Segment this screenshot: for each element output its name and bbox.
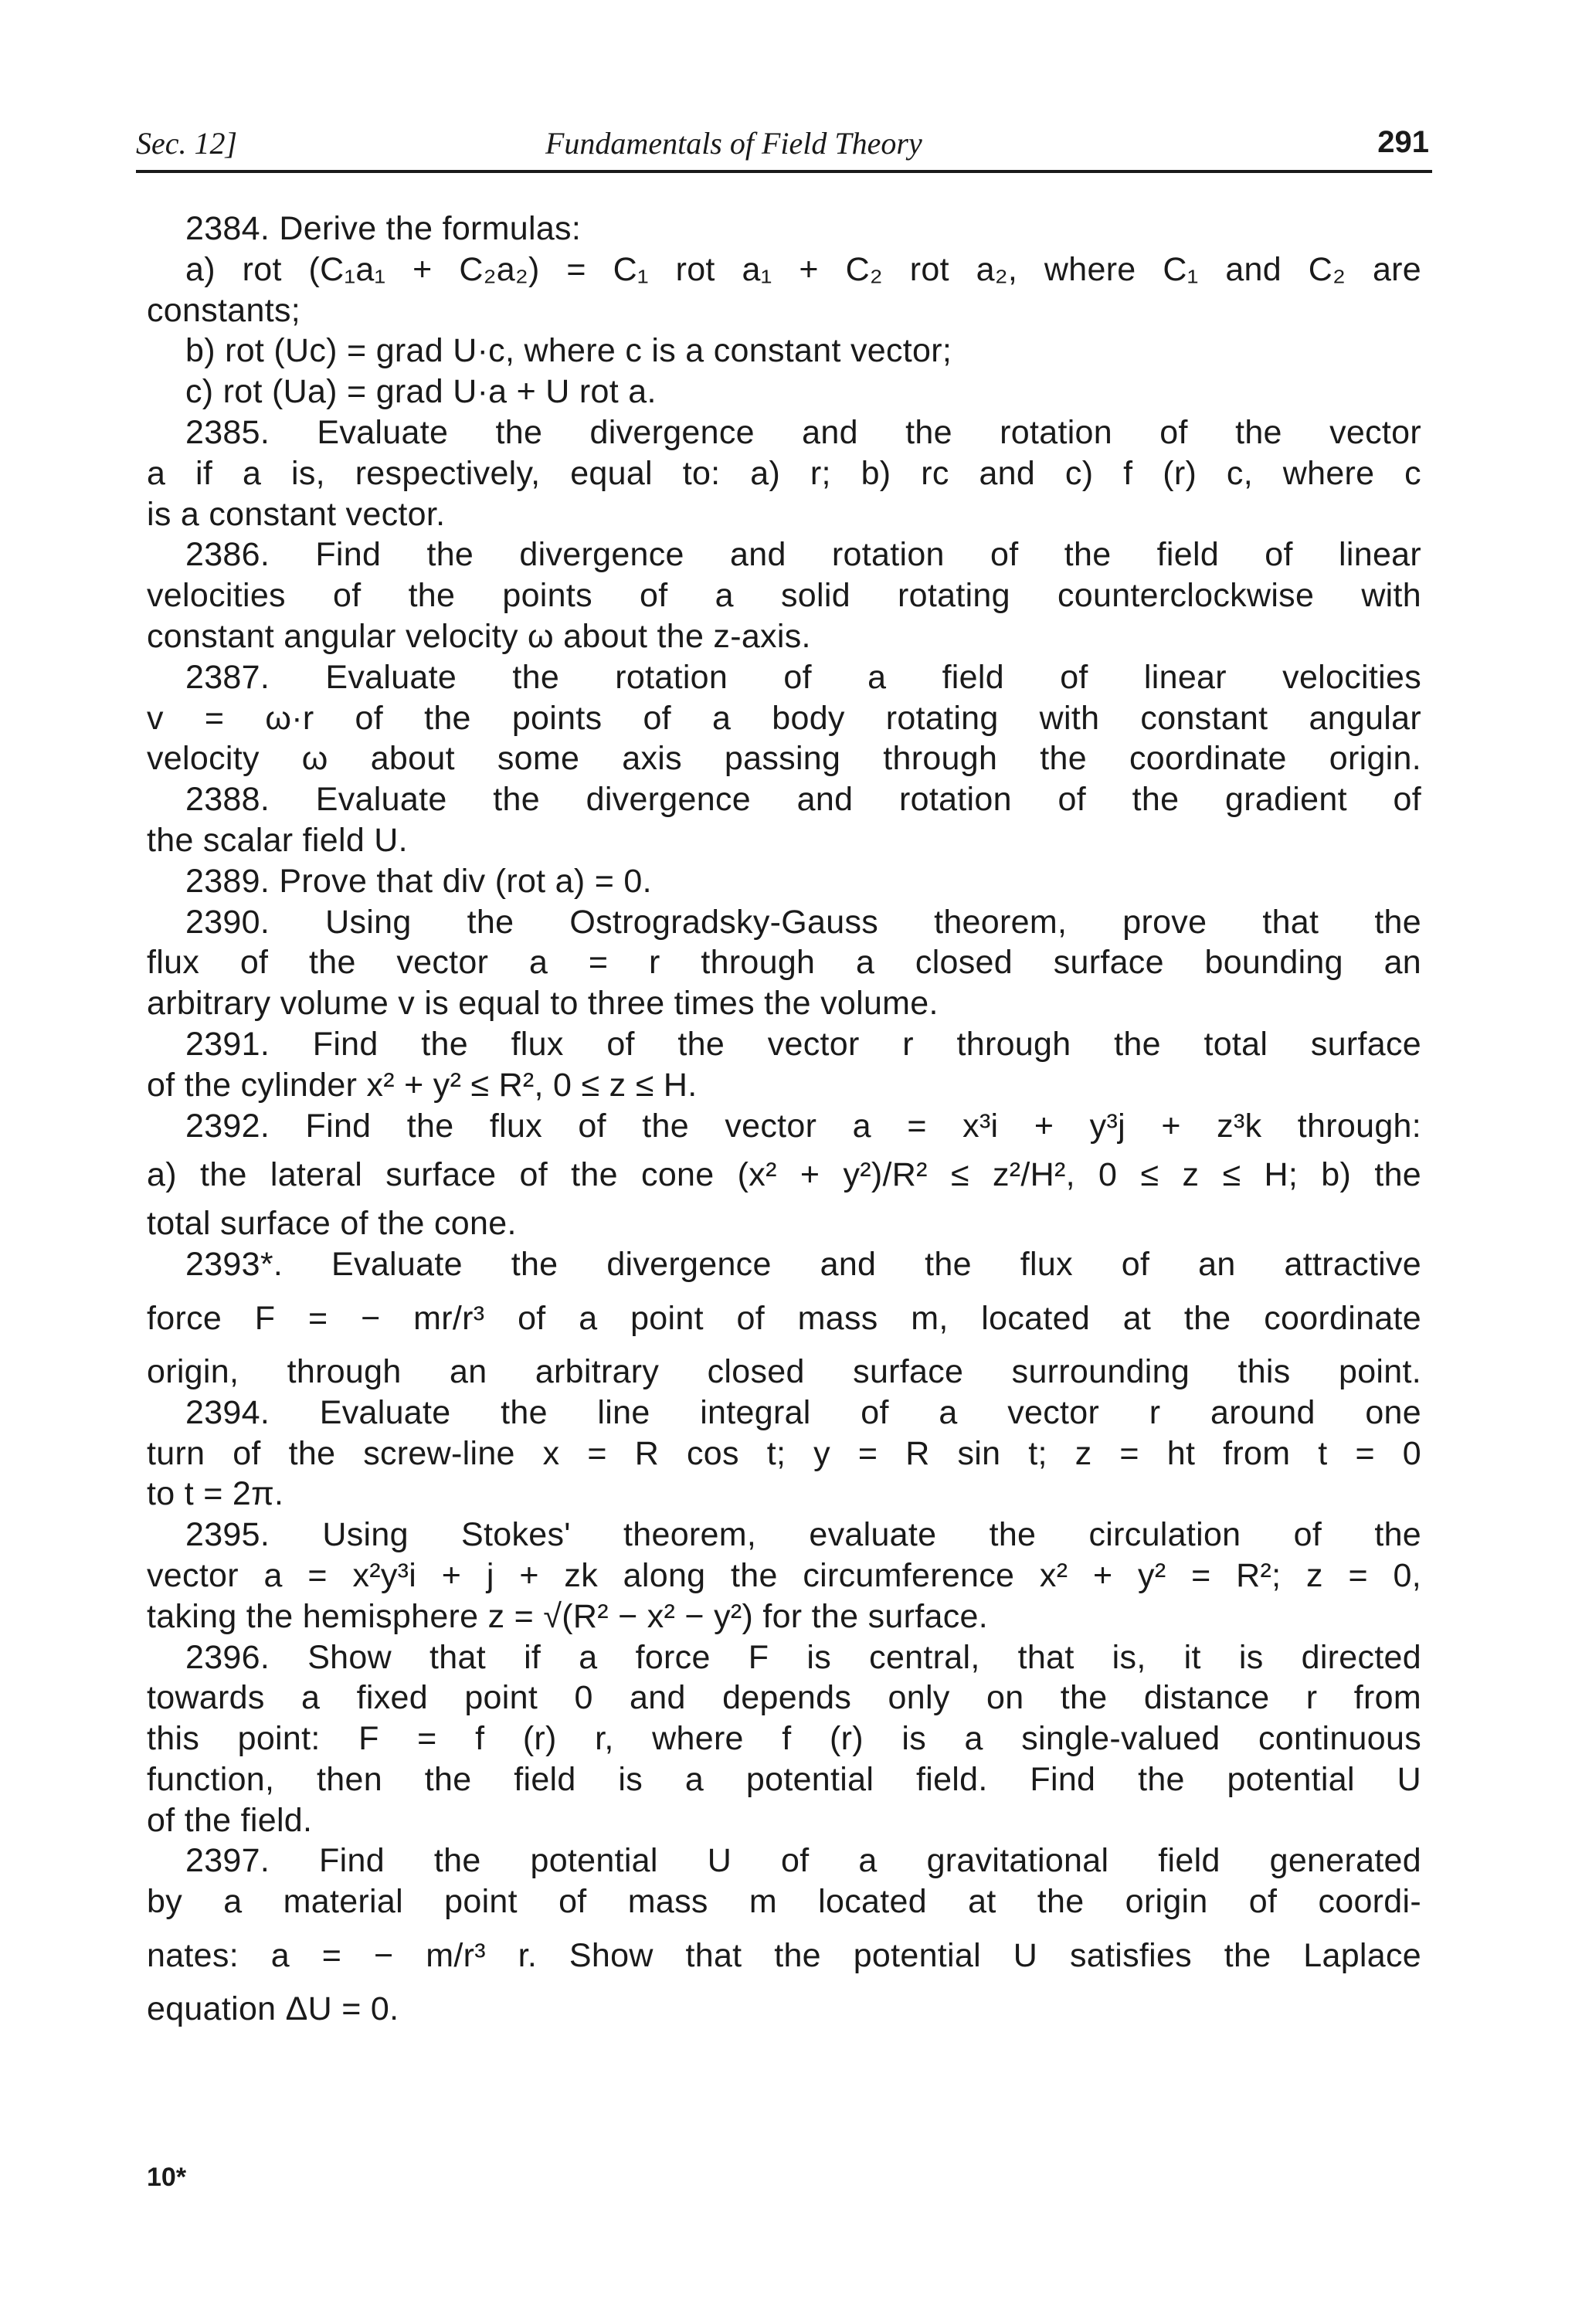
text-line: 2389. Prove that div (rot a) = 0. — [185, 862, 652, 900]
text-line: 2392. Find the flux of the vector a = x³i + y³j + z³k through: — [185, 1107, 1421, 1145]
text-line: turn of the screw-line x = R cos t; y = R sin t; z = ht from t = 0 — [147, 1434, 1421, 1472]
text-line: towards a fixed point 0 and depends only on the distance r from — [147, 1679, 1421, 1717]
text-line: constant angular velocity ω about the z-axis. — [147, 617, 811, 655]
problem-text — [147, 209, 1421, 2030]
text-line: velocities of the points of a solid rotating counterclockwise with — [147, 577, 1421, 615]
text-line: 2388. Evaluate the divergence and rotation of the gradient of — [185, 781, 1421, 819]
text-line: 2393*. Evaluate the divergence and the flux of an attractive — [185, 1246, 1421, 1284]
running-header — [136, 116, 1432, 173]
text-line: velocity ω about some axis passing through the coordinate origin. — [147, 740, 1421, 778]
page-number: 291 — [1377, 125, 1429, 159]
text-line: origin, through an arbitrary closed surface surrounding this point. — [147, 1352, 1421, 1390]
text-line: total surface of the cone. — [147, 1205, 517, 1243]
text-line: 2397. Find the potential U of a gravitational field generated — [185, 1842, 1421, 1880]
text-line: to t = 2π. — [147, 1475, 284, 1513]
text-line: equation ΔU = 0. — [147, 1990, 399, 2028]
text-line: 2395. Using Stokes' theorem, evaluate the circulation of the — [185, 1516, 1421, 1554]
text-line: force F = − mr/r³ of a point of mass m, located at the coordinate — [147, 1299, 1421, 1337]
text-line: v = ω·r of the points of a body rotating with constant angular — [147, 699, 1421, 737]
text-line: this point: F = f (r) r, where f (r) is a single-valued continuous — [147, 1720, 1421, 1758]
text-line: by a material point of mass m located at the origin of coordi- — [147, 1883, 1421, 1921]
text-line: of the field. — [147, 1801, 313, 1839]
text-line: of the cylinder x² + y² ≤ R², 0 ≤ z ≤ H. — [147, 1066, 698, 1104]
text-line: 2390. Using the Ostrogradsky-Gauss theorem, prove that the — [185, 903, 1421, 941]
text-line: 2385. Evaluate the divergence and the rotation of the vector — [185, 413, 1421, 451]
text-line: nates: a = − m/r³ r. Show that the potential U satisfies the Laplace — [147, 1937, 1421, 1975]
text-line: a if a is, respectively, equal to: a) r; b) rc and c) f (r) c, where c — [147, 454, 1421, 492]
text-line: 2391. Find the flux of the vector r through the total surface — [185, 1025, 1421, 1063]
text-line: a) the lateral surface of the cone (x² + y²)/R² ≤ z²/H², 0 ≤ z ≤ H; b) the — [147, 1156, 1421, 1194]
text-line: the scalar field U. — [147, 821, 408, 859]
text-line: arbitrary volume v is equal to three times the volume. — [147, 985, 939, 1023]
text-line: function, then the field is a potential field. Find the potential U — [147, 1760, 1421, 1798]
text-line: 2386. Find the divergence and rotation of the field of linear — [185, 536, 1421, 574]
text-line: 2384. Derive the formulas: — [185, 210, 582, 247]
section-label: Sec. 12] — [136, 126, 238, 161]
text-line: 2387. Evaluate the rotation of a field of linear velocities — [185, 658, 1421, 696]
text-line: vector a = x²y³i + j + zk along the circumference x² + y² = R²; z = 0, — [147, 1556, 1421, 1594]
text-line: 2394. Evaluate the line integral of a vector r around one — [185, 1393, 1421, 1431]
text-line: c) rot (Ua) = grad U·a + U rot a. — [185, 373, 657, 411]
text-line: flux of the vector a = r through a closed surface bounding an — [147, 944, 1421, 982]
text-line: is a constant vector. — [147, 495, 446, 533]
text-line: b) rot (Uc) = grad U·c, where c is a constant vector; — [185, 332, 952, 370]
text-line: a) rot (C₁a₁ + C₂a₂) = C₁ rot a₁ + C₂ rot a₂, where C₁ and C₂ are — [185, 250, 1421, 288]
text-line: taking the hemisphere z = √(R² − x² − y²) for the surface. — [147, 1597, 988, 1635]
signature-mark: 10* — [147, 2163, 187, 2192]
text-line: 2396. Show that if a force F is central, that is, it is directed — [185, 1638, 1421, 1676]
running-title: Fundamentals of Field Theory — [545, 126, 922, 161]
text-line: constants; — [147, 291, 300, 329]
